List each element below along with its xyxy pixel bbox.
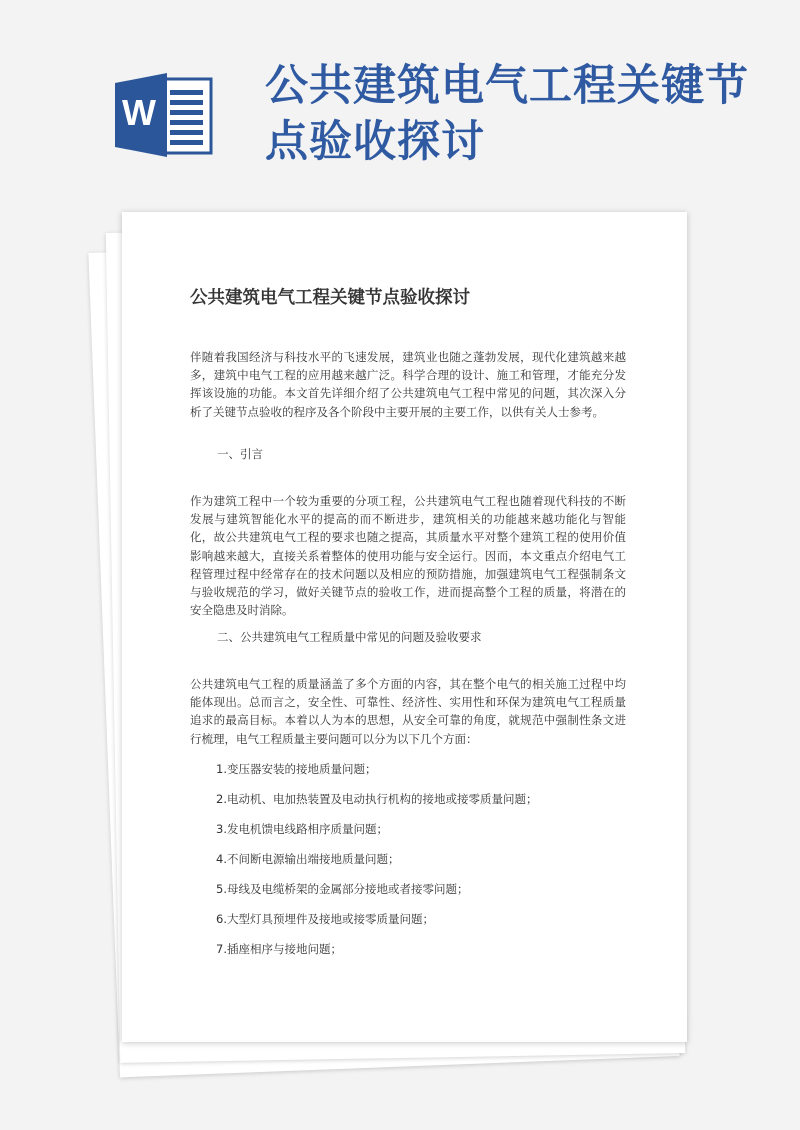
page-header [0,0,800,200]
page-title: 公共建筑电气工程关键节点验收探讨 [265,61,749,167]
abstract-paragraph: 伴随着我国经济与科技水平的飞速发展，建筑业也随之蓬勃发展，现代化建筑越来越多，建筑中电气工程的应用越来越广泛。科学合理的设计、施工和管理，才能充分发挥该设施的功能。本文首先详细介绍了公共建筑电气工程中常见的问题，其次深入分析了关键节点验收的程序及各个阶段中主要开展的主要工作，以供有关人士参考。 [190,350,626,419]
list-item: 7.插座相序与接地问题； [216,942,342,956]
list-item: 1.变压器安装的接地质量问题； [216,762,377,776]
list-item: 6.大型灯具预埋件及接地或接零质量问题； [216,912,434,926]
list-item: 3.发电机馈电线路相序质量问题； [216,822,388,836]
intro-paragraph: 作为建筑工程中一个较为重要的分项工程，公共建筑电气工程也随着现代科技的不断发展与建筑智能化水平的提高的而不断进步，建筑相关的功能越来越功能化与智能化，故公共建筑电气工程的要求也随之提高，其质量水平对整个建筑工程的使用价值影响越来越大，直接关系着整体的使用功能与安全运行。因而，本文重点介绍电气工程管理过程中经常存在的技术问题以及相应的预防措施，加强建筑电气工程强制条文与验收规范的学习，做好关键节点的验收工作，进而提高整个工程的质量，将潜在的安全隐患及时消除。 [190,494,626,618]
document-title: 公共建筑电气工程关键节点验收探讨 [190,288,470,308]
section-heading-problems: 二、公共建筑电气工程质量中常见的问题及验收要求 [217,630,482,644]
document-page [122,212,687,1042]
section-heading-intro: 一、引言 [217,447,263,461]
word-document-icon [115,73,215,157]
problems-paragraph: 公共建筑电气工程的质量涵盖了多个方面的内容，其在整个电气的相关施工过程中均能体现出。总而言之，安全性、可靠性、经济性、实用性和环保为建筑电气工程质量追求的最高目标。本着以人为本的思想，从安全可靠的角度，就规范中强制性条文进行梳理，电气工程质量主要问题可以分为以下几个方面： [190,677,626,746]
list-item: 5.母线及电缆桥架的金属部分接地或者接零问题； [216,882,469,896]
list-item: 2.电动机、电加热装置及电动执行机构的接地或接零质量问题； [216,792,538,806]
svg-text:W: W [122,92,156,133]
list-item: 4.不间断电源输出端接地质量问题； [216,852,400,866]
